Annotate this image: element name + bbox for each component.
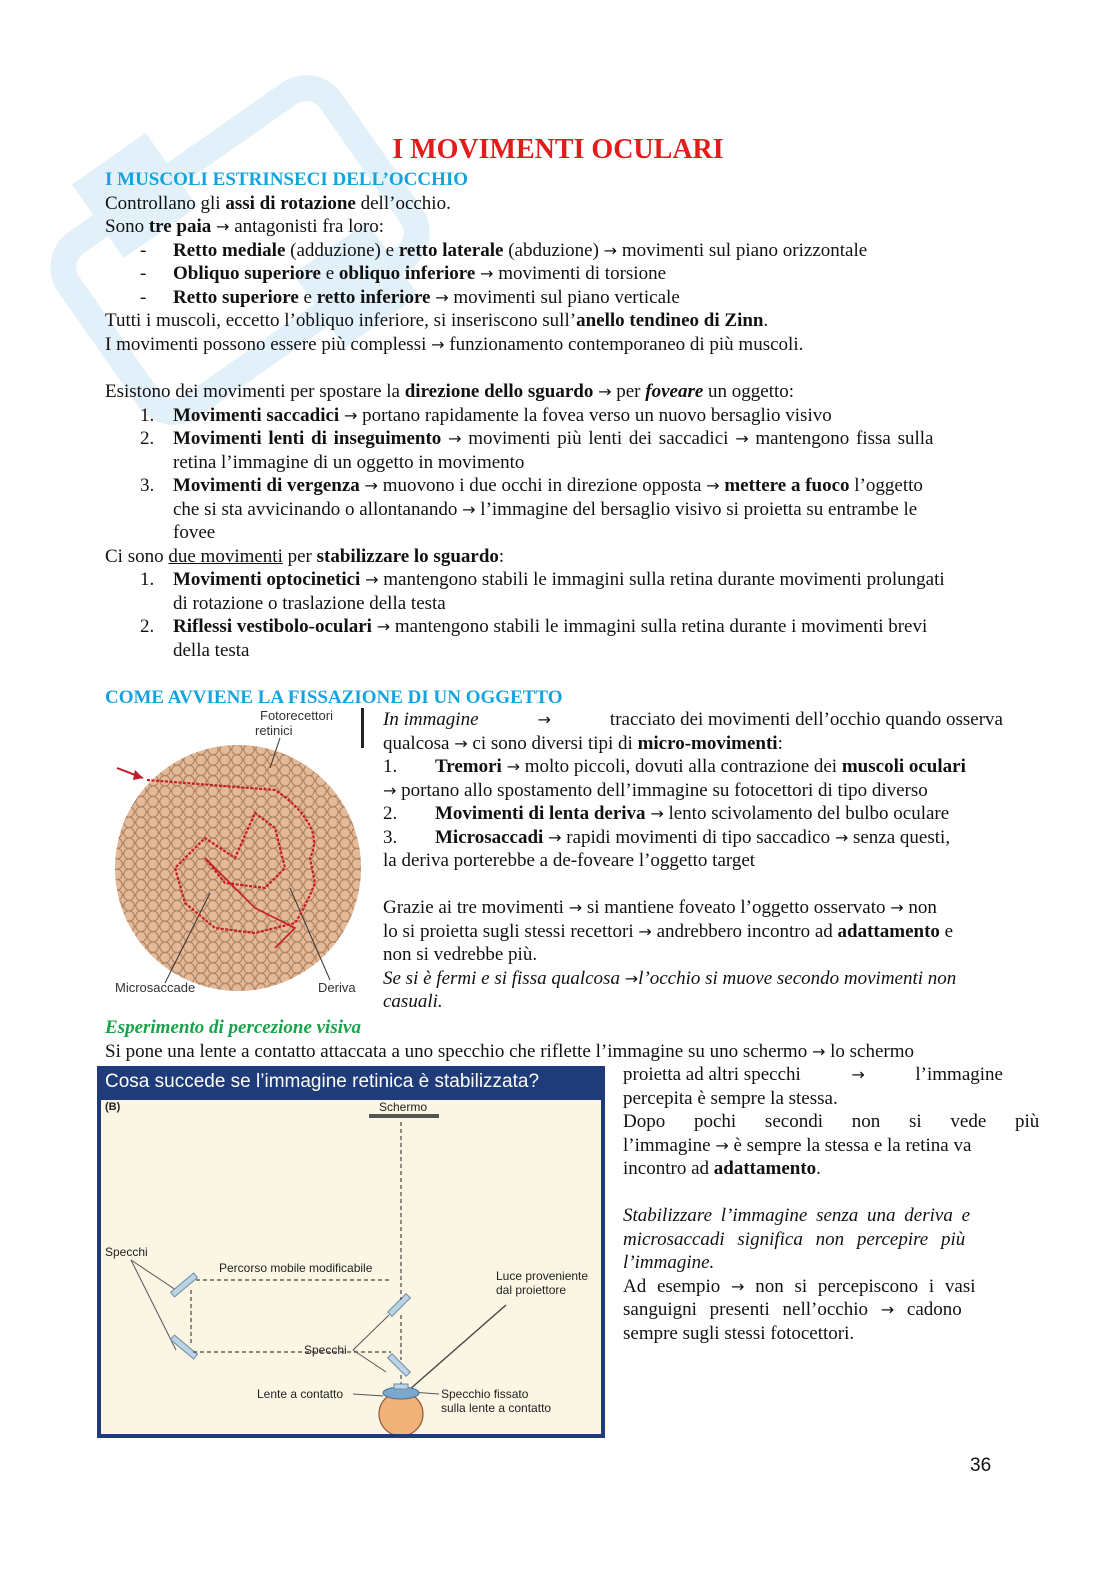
- list-item: 2. Movimenti lenti di inseguimento → movimenti più lenti dei saccadici → mantengono fissa sulla retina l’immagine di un oggetto in movimento: [140, 428, 934, 473]
- arrow-right-icon: →: [548, 827, 562, 847]
- label-schermo: Schermo: [379, 1100, 428, 1114]
- arrow-right-icon: →: [811, 1042, 826, 1061]
- paragraph: Controllano gli assi di rotazione dell’occhio.: [105, 192, 451, 214]
- label-specchi-left: Specchi: [105, 1245, 148, 1259]
- mirror-icon: [388, 1354, 411, 1377]
- arrow-right-icon: →: [480, 264, 494, 283]
- page-title: I MOVIMENTI OCULARI: [392, 134, 724, 165]
- arrow-right-icon: →: [435, 287, 449, 307]
- label-microsaccade: Microsaccade: [115, 980, 196, 995]
- arrow-right-icon: →: [834, 827, 849, 847]
- arrow-right-icon: →: [650, 804, 664, 823]
- label-specchi-mid: Specchi: [304, 1343, 347, 1357]
- section-heading: COME AVVIENE LA FISSAZIONE DI UN OGGETTO: [105, 687, 563, 708]
- paragraph: Si pone una lente a contatto attaccata a uno specchio che riflette l’immagine su uno schermo → lo schermo: [105, 1041, 915, 1062]
- fixation-diagram: [105, 708, 367, 1000]
- arrow-right-icon: →: [454, 733, 468, 753]
- arrow-right-icon: →: [880, 1300, 895, 1319]
- list-item: - Obliquo superiore e obliquo inferiore → movimenti di torsione: [140, 263, 667, 284]
- list-item: 3. Movimenti di vergenza → muovono i due occhi in direzione opposta → mettere a fuoco l’oggetto che si sta avvicinando o allontanando → l’immagine del bersaglio visivo si proietta su entrambe le fovee: [140, 475, 923, 543]
- screen-icon: [369, 1114, 439, 1118]
- label-luce-2: dal proiettore: [496, 1283, 567, 1297]
- arrow-right-icon: →: [462, 499, 476, 519]
- arrow-right-icon: →: [598, 382, 612, 401]
- list-item: - Retto mediale (adduzione) e retto laterale (abduzione) → movimenti sul piano orizzontale: [140, 239, 868, 261]
- arrow-right-icon: →: [448, 429, 462, 448]
- stabilized-image-figure: [97, 1066, 605, 1438]
- list-item: - Retto superiore e retto inferiore → movimenti sul piano verticale: [140, 286, 680, 308]
- fixation-text: In immagine → tracciato dei movimenti dell’occhio quando osserva qualcosa → ci sono diversi tipi di micro-movimenti: 1. Tremori → molto piccoli, dovuti alla contrazione dei muscoli oculari → portano allo spostamento dell’immagine su fotocettori di tipo diverso 2. Movimenti di lenta deriva → lento scivolamento del bulbo oculare 3. Microsaccadi → rapidi movimenti di tipo saccadico → senza questi, la deriva porterebbe a de-foveare l’oggetto target Grazie ai tre movimenti → si mantiene foveato l’oggetto osservato → non lo si proietta sugli stessi recettori → andrebbero incontro ad adattamento e non si vedrebbe più. Se si è fermi e si fissa qualcosa →l’occhio si muove secondo movimenti non casuali.: [383, 709, 1003, 1012]
- label-fissato-2: sulla lente a contatto: [441, 1401, 552, 1415]
- section-muscoli: [105, 168, 1005, 356]
- arrow-right-icon: →: [568, 898, 583, 917]
- paragraph: Tutti i muscoli, eccetto l’obliquo inferiore, si inseriscono sull’anello tendineo di Zinn.: [105, 310, 769, 331]
- experiment-text: proietta ad altri specchi → l’immagine percepita è sempre la stessa. Dopo pochi secondi non si vede più l’immagine → è sempre la stessa e la retina va incontro ad adattamento. Stabilizzare l’immagine senza una deriva e microsaccadi significa non percepire più l’immagine. Ad esempio → non si percepiscono i vasi sanguigni presenti nell’occhio → cadono sempre sugli stessi fotocettori.: [623, 1064, 1040, 1344]
- label-percorso: Percorso mobile modificabile: [219, 1261, 373, 1275]
- label-luce-1: Luce proveniente: [496, 1269, 589, 1283]
- arrow-right-icon: →: [376, 617, 391, 636]
- label-fissato-1: Specchio fissato: [441, 1387, 529, 1401]
- arrow-right-icon: →: [537, 710, 551, 729]
- arrow-right-icon: →: [735, 429, 749, 448]
- page-number: 36: [970, 1455, 992, 1476]
- arrow-right-icon: →: [706, 476, 720, 495]
- list-item: 1. Movimenti saccadici → portano rapidamente la fovea verso un nuovo bersaglio visivo: [140, 404, 832, 426]
- list-item: 2. Riflessi vestibolo-oculari → mantengono stabili le immagini sulla retina durante i movimenti brevi della testa: [140, 616, 928, 661]
- paragraph: I movimenti possono essere più complessi → funzionamento contemporaneo di più muscoli.: [105, 333, 804, 355]
- label-retinici: retinici: [255, 723, 293, 738]
- arrow-right-icon: →: [506, 757, 520, 776]
- arrow-right-icon: →: [431, 334, 445, 354]
- paragraph: Sono tre paia → antagonisti fra loro:: [105, 216, 385, 237]
- label-lente: Lente a contatto: [257, 1387, 344, 1401]
- arrow-right-icon: →: [638, 921, 652, 941]
- arrow-right-icon: →: [365, 570, 379, 589]
- arrow-right-icon: →: [890, 898, 904, 917]
- arrow-right-icon: →: [851, 1065, 865, 1084]
- figure-title: Cosa succede se l’immagine retinica è stabilizzata?: [105, 1071, 540, 1092]
- paragraph: Ci sono due movimenti per stabilizzare lo sguardo:: [105, 545, 505, 567]
- list-item: 1. Movimenti optocinetici → mantengono stabili le immagini sulla retina durante movimenti prolungati di rotazione o traslazione della testa: [140, 569, 945, 614]
- label-fotorecettori: Fotorecettori: [260, 708, 333, 723]
- mirror-icon: [388, 1294, 411, 1317]
- experiment-diagram: [101, 1100, 601, 1434]
- retina-disc: [115, 745, 361, 991]
- arrow-right-icon: →: [343, 405, 358, 425]
- mirror-icon: [171, 1273, 198, 1297]
- arrow-right-icon: →: [603, 240, 618, 260]
- arrow-right-icon: →: [216, 217, 230, 236]
- arrow-right-icon: →: [383, 780, 397, 800]
- arrow-right-icon: →: [731, 1276, 745, 1296]
- panel-label: (B): [105, 1101, 121, 1113]
- section-heading: I MUSCOLI ESTRINSECI DELL’OCCHIO: [105, 169, 469, 190]
- section-heading: Esperimento di percezione visiva: [105, 1017, 361, 1038]
- label-deriva: Deriva: [318, 980, 356, 995]
- arrow-right-icon: →: [715, 1135, 729, 1155]
- section-movimenti: [105, 380, 1003, 662]
- paragraph: Esistono dei movimenti per spostare la direzione dello sguardo → per foveare un oggetto:: [105, 381, 795, 402]
- arrow-right-icon: →: [364, 476, 378, 495]
- projector-beam: [409, 1305, 506, 1390]
- arrow-right-icon: →: [624, 968, 639, 988]
